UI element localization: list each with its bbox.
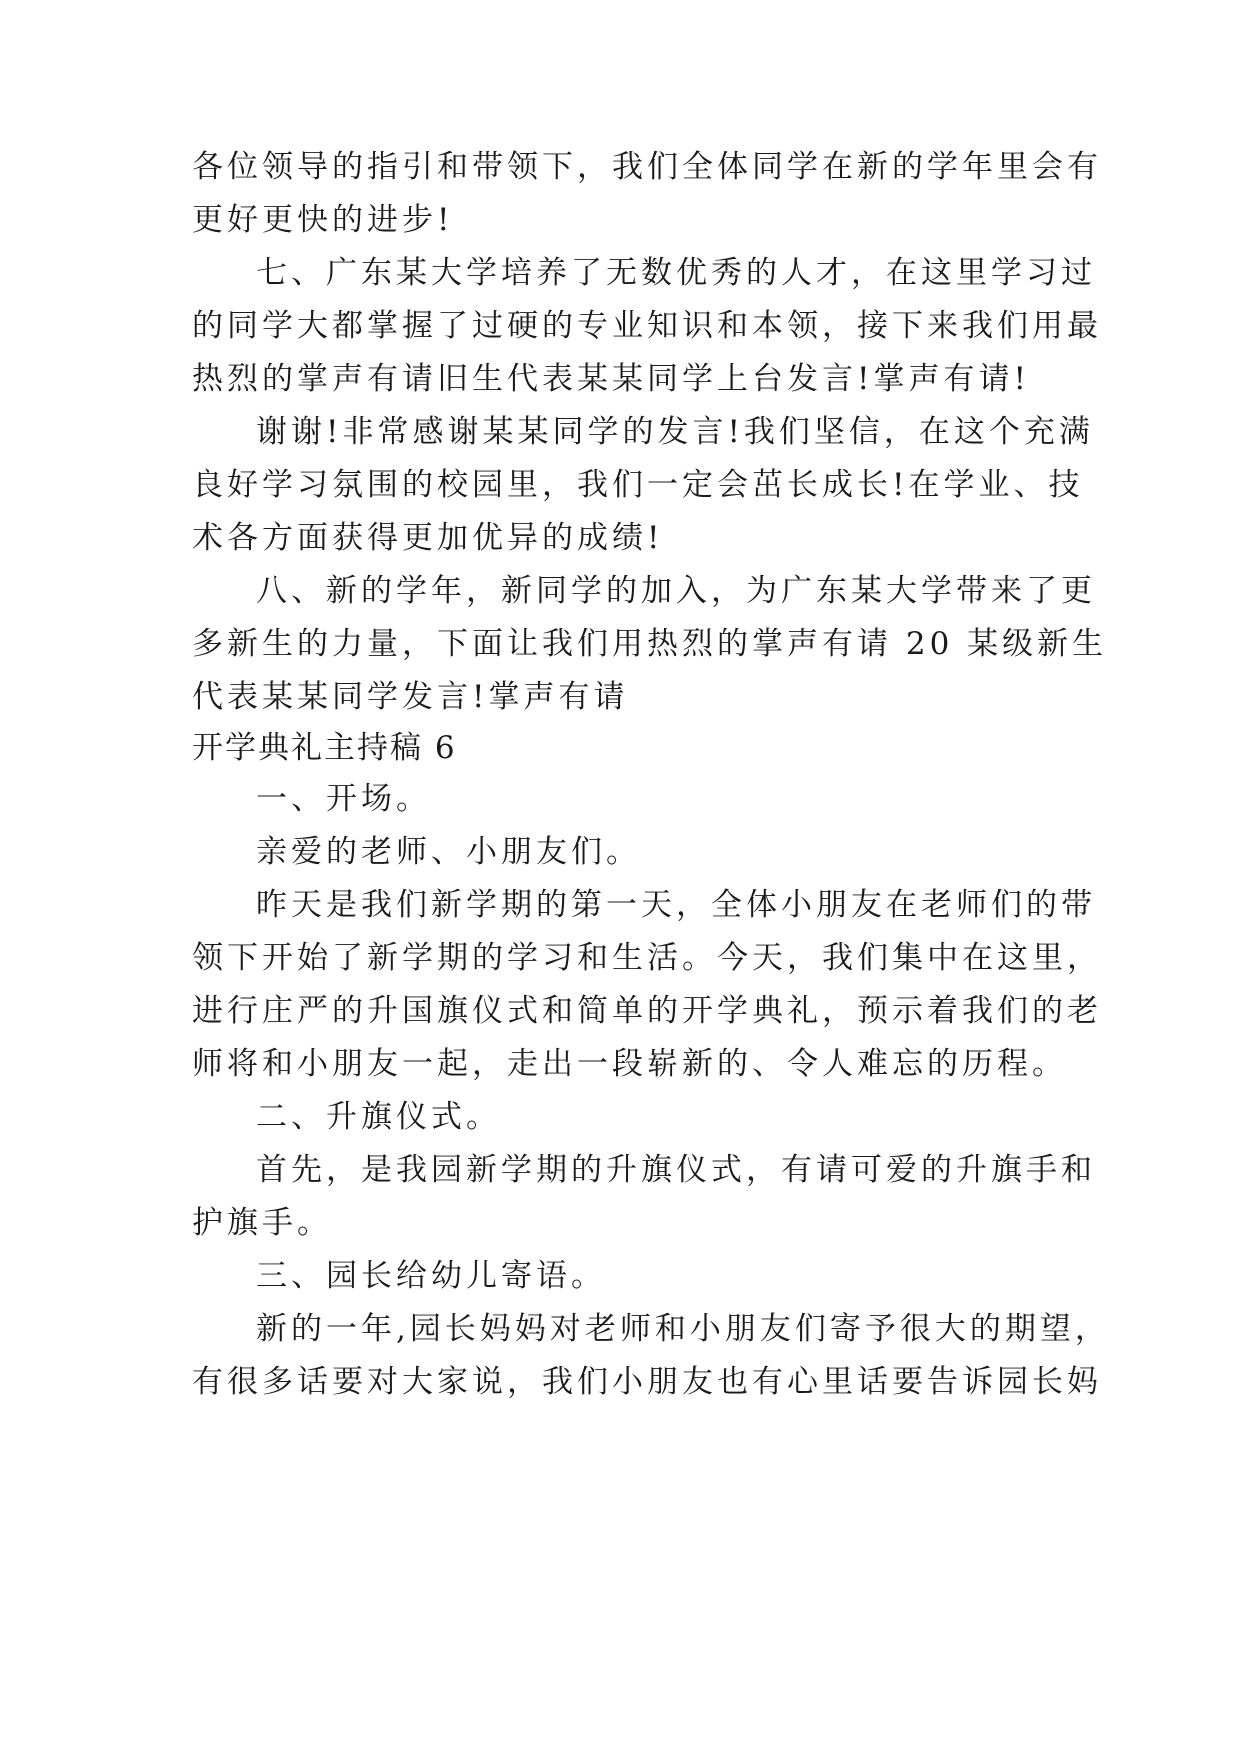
text-line: 多新生的力量，下面让我们用热烈的掌声有请 20 某级新生	[192, 626, 1108, 662]
text-line: 护旗手。	[192, 1205, 332, 1241]
text-line: 的同学大都掌握了过硬的专业知识和本领，接下来我们用最	[192, 308, 1102, 344]
paragraph-start: 新的一年,园长妈妈对老师和小朋友们寄予很大的期望，	[256, 1311, 1110, 1347]
text-line: 领下开始了新学期的学习和生活。今天，我们集中在这里，	[192, 940, 1102, 976]
paragraph-start: 谢谢!非常感谢某某同学的发言!我们坚信，在这个充满	[256, 414, 1094, 450]
text-line: 各位领导的指引和带领下，我们全体同学在新的学年里会有	[192, 149, 1102, 185]
subsection-heading: 三、园长给幼儿寄语。	[256, 1258, 606, 1294]
subsection-heading: 一、开场。	[256, 781, 431, 817]
text-line: 热烈的掌声有请旧生代表某某同学上台发言!掌声有请!	[192, 361, 1030, 397]
paragraph-start: 首先，是我园新学期的升旗仪式，有请可爱的升旗手和	[256, 1152, 1096, 1188]
text-line: 良好学习氛围的校园里，我们一定会茁长成长!在学业、技	[192, 467, 1084, 503]
subsection-heading: 二、升旗仪式。	[256, 1099, 501, 1135]
paragraph-start: 八、新的学年，新同学的加入，为广东某大学带来了更	[256, 573, 1096, 609]
text-line: 进行庄严的升国旗仪式和简单的开学典礼，预示着我们的老	[192, 993, 1102, 1029]
text-line: 有很多话要对大家说，我们小朋友也有心里话要告诉园长妈	[192, 1364, 1102, 1400]
text-line: 师将和小朋友一起，走出一段崭新的、令人难忘的历程。	[192, 1046, 1067, 1082]
text-line: 更好更快的进步!	[192, 202, 454, 238]
paragraph-start: 七、广东某大学培养了无数优秀的人才，在这里学习过	[256, 255, 1096, 291]
section-heading: 开学典礼主持稿 6	[192, 730, 457, 766]
paragraph-start: 亲爱的老师、小朋友们。	[256, 834, 641, 870]
text-line: 代表某某同学发言!掌声有请	[192, 679, 629, 715]
text-line: 术各方面获得更加优异的成绩!	[192, 520, 664, 556]
paragraph-start: 昨天是我们新学期的第一天，全体小朋友在老师们的带	[256, 887, 1096, 923]
